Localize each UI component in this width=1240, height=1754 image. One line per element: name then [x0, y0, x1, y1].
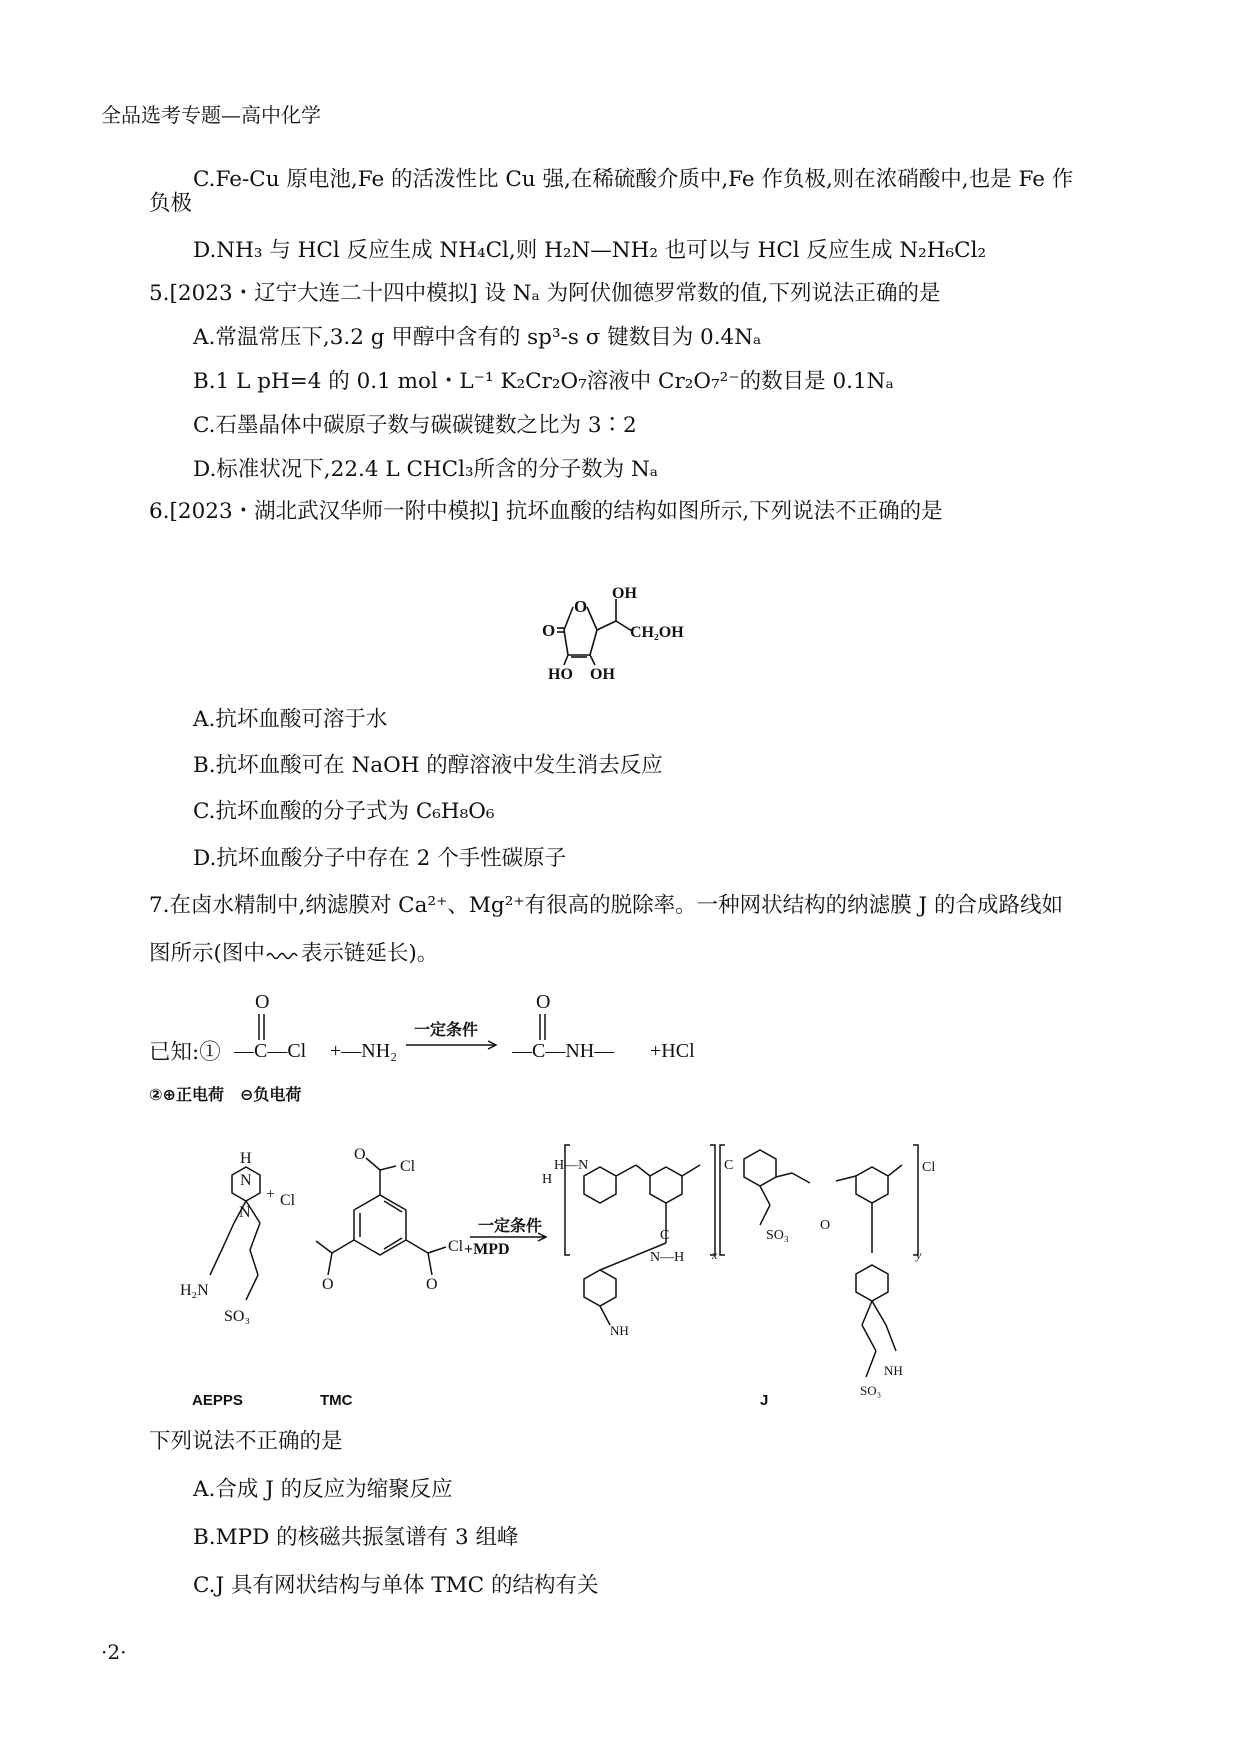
ketone-oxygen-label: O — [542, 621, 556, 640]
known-reaction-equation — [230, 990, 730, 1070]
q5-stem: 5.[2023・辽宁大连二十四中模拟] 设 Nₐ 为阿伏伽德罗常数的值,下列说法正确的是 — [149, 281, 941, 306]
amine-formula: +—NH₂ — [330, 1040, 398, 1062]
j-carbonyl-c: C — [724, 1158, 734, 1173]
q6-option-d: D.抗坏血酸分子中存在 2 个手性碳原子 — [193, 846, 567, 871]
aepps-n-top: N — [240, 1172, 252, 1189]
acyl-chloride-formula: —C—Cl — [234, 1040, 307, 1062]
j-so3-right: SO₃ — [860, 1383, 882, 1398]
j-end-cl: Cl — [922, 1160, 936, 1175]
q7-stem-line2 — [149, 936, 438, 967]
known-reaction-condition: 一定条件 — [414, 1022, 479, 1039]
amide-oxygen: O — [536, 991, 551, 1013]
aepps-so3: SO₃ — [224, 1308, 251, 1325]
j-end-h: H — [542, 1172, 553, 1187]
tmc-cl-left: Cl — [280, 1192, 296, 1209]
j-nh-right: NH — [884, 1363, 903, 1378]
charge-legend: ②⊕正电荷 ⊖负电荷 — [149, 1087, 302, 1104]
q6-option-c: C.抗坏血酸的分子式为 C₆H₈O₆ — [193, 799, 495, 824]
aepps-h: H — [240, 1150, 252, 1167]
j-nh-left: NH — [610, 1323, 629, 1338]
j-subscript-y: y — [916, 1248, 922, 1262]
q7-option-b: B.MPD 的核磁共振氢谱有 3 组峰 — [193, 1525, 519, 1550]
page-header: 全品选考专题—高中化学 — [101, 103, 321, 127]
q5-option-c: C.石墨晶体中碳原子数与碳碳键数之比为 3∶2 — [193, 413, 637, 438]
q5-option-a: A.常温常压下,3.2 g 甲醇中含有的 sp³-s σ 键数目为 0.4Nₐ — [193, 325, 762, 350]
q6-option-b: B.抗坏血酸可在 NaOH 的醇溶液中发生消去反应 — [193, 753, 663, 778]
j-amide-o: O — [820, 1218, 831, 1233]
ascorbic-acid-structure — [540, 585, 710, 683]
hydroxyl-top-label: OH — [612, 585, 637, 602]
hydroxyl-right-label: OH — [590, 666, 615, 683]
j-subscript-x: x — [712, 1248, 718, 1262]
scheme-condition: 一定条件 — [478, 1218, 543, 1235]
q4-option-c-line2: 负极 — [149, 191, 193, 216]
q7-option-a: A.合成 J 的反应为缩聚反应 — [193, 1477, 453, 1502]
j-amide-nh: N—H — [650, 1250, 685, 1265]
q5-option-d: D.标准状况下,22.4 L CHCl₃所含的分子数为 Nₐ — [193, 457, 659, 482]
page-number: ·2· — [101, 1640, 127, 1664]
aepps-label: AEPPS — [192, 1392, 243, 1409]
q6-stem: 6.[2023・湖北武汉华师一附中模拟] 抗坏血酸的结构如图所示,下列说法不正确的是 — [149, 499, 943, 524]
aepps-h2n: H₂N — [180, 1282, 209, 1299]
acyl-chloride-oxygen: O — [255, 991, 270, 1013]
j-so3-left: SO₃ — [766, 1228, 789, 1243]
q7-question: 下列说法不正确的是 — [149, 1429, 343, 1454]
j-label: J — [760, 1392, 769, 1409]
hcl-product: +HCl — [650, 1040, 695, 1062]
tmc-cl-top: Cl — [400, 1158, 416, 1175]
q7-stem-line1: 7.在卤水精制中,纳滤膜对 Ca²⁺、Mg²⁺有很高的脱除率。一种网状结构的纳滤膜 J 的合成路线如 — [149, 893, 1063, 918]
tmc-cl-right: Cl — [448, 1238, 464, 1255]
q6-option-a: A.抗坏血酸可溶于水 — [193, 707, 388, 732]
q5-option-b: B.1 L pH=4 的 0.1 mol・L⁻¹ K₂Cr₂O₇溶液中 Cr₂O₇²⁻的数目是 0.1Nₐ — [193, 369, 894, 394]
q4-option-c-line1: C.Fe-Cu 原电池,Fe 的活泼性比 Cu 强,在稀硫酸介质中,Fe 作负极,则在浓硝酸中,也是 Fe 作 — [193, 167, 1074, 192]
tmc-o-right: O — [426, 1276, 438, 1293]
wavy-bond-icon — [265, 947, 301, 961]
synthesis-scheme — [180, 1125, 1060, 1410]
q7-stem-line2-b: 表示链延长)。 — [300, 941, 439, 966]
ch2oh-label: CH₂OH — [630, 624, 684, 641]
known-reaction-label: 已知:① — [149, 1040, 221, 1065]
aepps-n-bottom: N — [239, 1204, 251, 1221]
plus-sign: + — [266, 1186, 276, 1203]
amide-formula: —C—NH— — [512, 1040, 615, 1062]
tmc-o-top: O — [354, 1146, 366, 1163]
j-amide-c: C — [660, 1228, 670, 1243]
plus-mpd: +MPD — [464, 1241, 510, 1258]
q4-option-d: D.NH₃ 与 HCl 反应生成 NH₄Cl,则 H₂N—NH₂ 也可以与 HCl 反应生成 N₂H₆Cl₂ — [193, 238, 987, 263]
tmc-label: TMC — [320, 1392, 353, 1409]
q7-option-c: C.J 具有网状结构与单体 TMC 的结构有关 — [193, 1573, 599, 1598]
j-end-nh: H—N — [554, 1158, 589, 1173]
ring-oxygen-label: O — [574, 597, 588, 616]
tmc-o-left: O — [322, 1276, 334, 1293]
q7-stem-line2-a: 图所示(图中 — [149, 941, 265, 966]
hydroxyl-left-label: HO — [548, 666, 573, 683]
